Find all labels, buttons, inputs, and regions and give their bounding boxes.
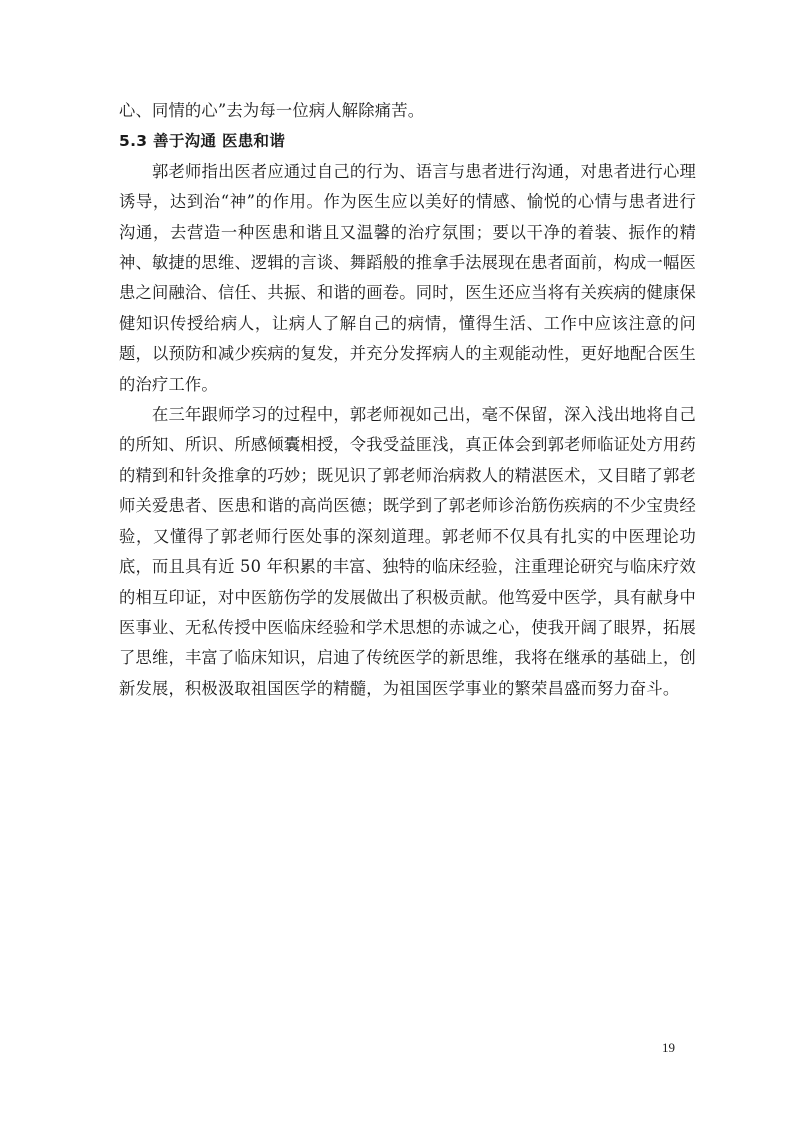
page-number: 19 [662,1040,675,1055]
section-heading: 5.3 善于沟通 医患和谐 [119,132,286,151]
paragraph-reflection: 在三年跟师学习的过程中，郭老师视如己出，毫不保留，深入浅出地将自己的所知、所识、所感倾囊相授，令我受益匪浅，真正体会到郭老师临证处方用药的精到和针灸推拿的巧妙；既见识了郭老师治病救人的精湛医术，又目睹了郭老师关爱患者、医患和谐的高尚医德；既学到了郭老师诊治筋伤疾病的不少宝贵经验，又懂得了郭老师行医处事的深刻道理。郭老师不仅具有扎实的中医理论功底，而且具有近 50 年积累的丰富、独特的临床经验，注重理论研究与临床疗效的相互印证，对中医筋伤学的发展做出了积极贡献。他笃爱中医学，具有献身中医事业、无私传授中医临床经验和学术思想的赤诚之心，使我开阔了眼界，拓展了思维，丰富了临床知识，启迪了传统医学的新思维，我将在继承的基础上，创新发展，积极汲取祖国医学的精髓，为祖国医学事业的繁荣昌盛而努力奋斗。 [119,405,696,698]
body-text [119,96,696,704]
paragraph-communication: 郭老师指出医者应通过自己的行为、语言与患者进行沟通，对患者进行心理诱导，达到治“神”的作用。作为医生应以美好的情感、愉悦的心情与患者进行沟通，去营造一种医患和谐且又温馨的治疗氛围；要以干净的着装、振作的精神、敏捷的思维、逻辑的言谈、舞蹈般的推拿手法展现在患者面前，构成一幅医患之间融洽、信任、共振、和谐的画卷。同时，医生还应当将有关疾病的健康保健知识传授给病人，让病人了解自己的病情，懂得生活、工作中应该注意的问题，以预防和减少疾病的复发，并充分发挥病人的主观能动性，更好地配合医生的治疗工作。 [119,161,696,394]
continuation-line: 心、同情的心”去为每一位病人解除痛苦。 [119,101,425,120]
